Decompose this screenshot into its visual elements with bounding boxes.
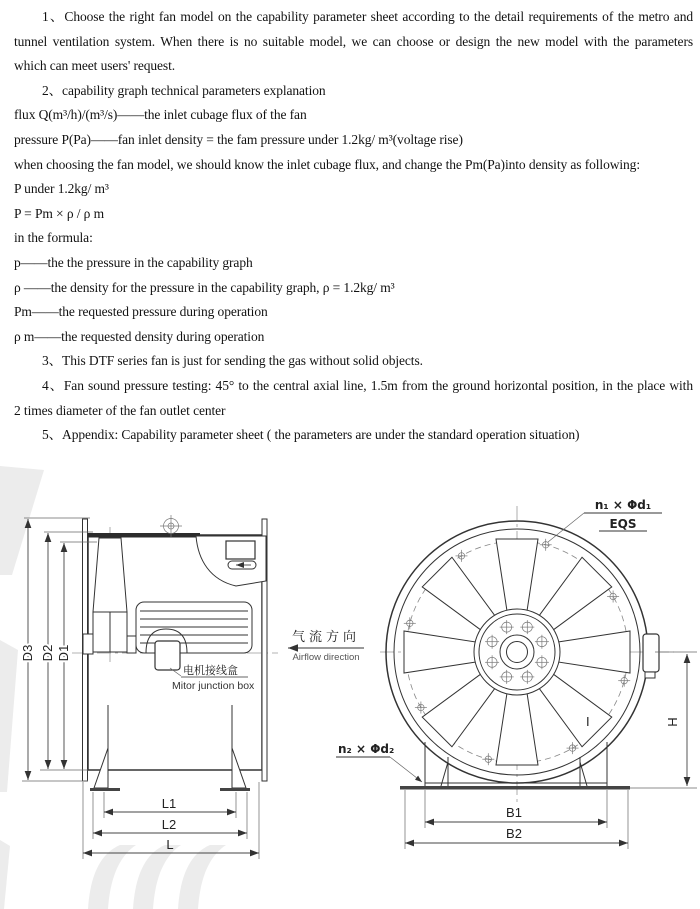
impeller-hub xyxy=(474,609,560,695)
paragraph-line: pressure P(Pa)——fan inlet density = the fam pressure under 1.2kg/ m³(voltage rise) xyxy=(14,131,463,147)
paragraph-line: tunnel ventilation system. When there is no suitable model, we can choose or design the new model with the parameters xyxy=(14,33,693,49)
paragraph-line: 1、Choose the right fan model on the capability parameter sheet according to the detail requirements of the metro and xyxy=(42,9,693,24)
motor-mount xyxy=(127,636,136,653)
paragraph-line: 5、Appendix: Capability parameter sheet ( the parameters are under the standard operation situation) xyxy=(42,427,580,443)
paragraph-line: 2 times diameter of the fan outlet center xyxy=(14,402,226,418)
paragraph-line: in the formula: xyxy=(14,230,93,246)
fan-front-view xyxy=(336,498,697,849)
mounting-feet xyxy=(90,705,250,791)
paragraph-line: flux Q(m³/h)/(m³/s)——the inlet cubage flux of the fan xyxy=(14,107,307,123)
rim-junction-box xyxy=(643,634,659,678)
paragraph-line: ρ ——the density for the pressure in the capability graph, ρ = 1.2kg/ m³ xyxy=(14,279,395,295)
paragraph-line: 4、Fan sound pressure testing: 45° to the central axial line, 1.5m from the ground horizontal position, in the place with xyxy=(42,377,693,393)
section-mark: I xyxy=(586,714,590,729)
paragraph-line: P under 1.2kg/ m³ xyxy=(14,181,109,197)
paragraph-line: when choosing the fan model, we should know the inlet cubage flux, and change the Pm(Pa)into density as following: xyxy=(14,156,640,172)
airflow-label-zh: 气流方向 xyxy=(292,630,361,645)
nameplate xyxy=(226,541,255,559)
base-plate xyxy=(400,786,630,790)
paragraph-line: p——the the pressure in the capability graph xyxy=(14,254,253,270)
height-dimension xyxy=(630,652,697,788)
junction-box-label-zh: 电机接线盒 xyxy=(183,664,238,677)
dim-label-b2: B2 xyxy=(506,826,522,841)
fan-side-view xyxy=(20,515,278,859)
blade-side xyxy=(93,538,127,612)
dim-label-h: H xyxy=(665,717,680,727)
paragraph-line: 3、This DTF series fan is just for sending the gas without solid objects. xyxy=(42,353,423,369)
paragraph-line: P = Pm × ρ / ρ m xyxy=(14,205,104,221)
paragraph-line: Pm——the requested pressure during operation xyxy=(14,304,268,320)
bolt-eqs-label: EQS xyxy=(609,517,637,531)
casing-top-hatch xyxy=(88,533,200,538)
paragraph-line: 2、capability graph technical parameters explanation xyxy=(42,82,326,98)
base-bolt-spec-label: n₂ × Φd₂ xyxy=(338,742,395,756)
dim-label-d1: D1 xyxy=(56,644,71,662)
bolt-spec-label: n₁ × Φd₁ xyxy=(594,498,652,512)
length-dimensions xyxy=(83,782,259,859)
junction-box xyxy=(155,641,180,670)
dim-label-l1: L1 xyxy=(161,796,177,811)
paragraph-line: which can meet users' request. xyxy=(14,58,175,74)
junction-box-label-en: Mitor junction box xyxy=(172,680,255,692)
base-width-dimensions xyxy=(405,790,628,849)
dim-label-d3: D3 xyxy=(20,644,35,662)
bolt-hole-callout-bottom xyxy=(336,742,422,782)
airflow-direction-label xyxy=(288,629,364,663)
paragraph-line: ρ m——the requested density during operation xyxy=(14,328,265,344)
bolt-hole-callout-top xyxy=(548,498,662,542)
airflow-label-en: Airflow direction xyxy=(292,652,360,663)
dim-label-b1: B1 xyxy=(506,805,522,820)
inlet-step xyxy=(83,634,93,654)
dim-label-d2: D2 xyxy=(40,644,55,662)
dim-label-l: L xyxy=(166,837,174,852)
dim-label-l2: L2 xyxy=(161,817,177,832)
